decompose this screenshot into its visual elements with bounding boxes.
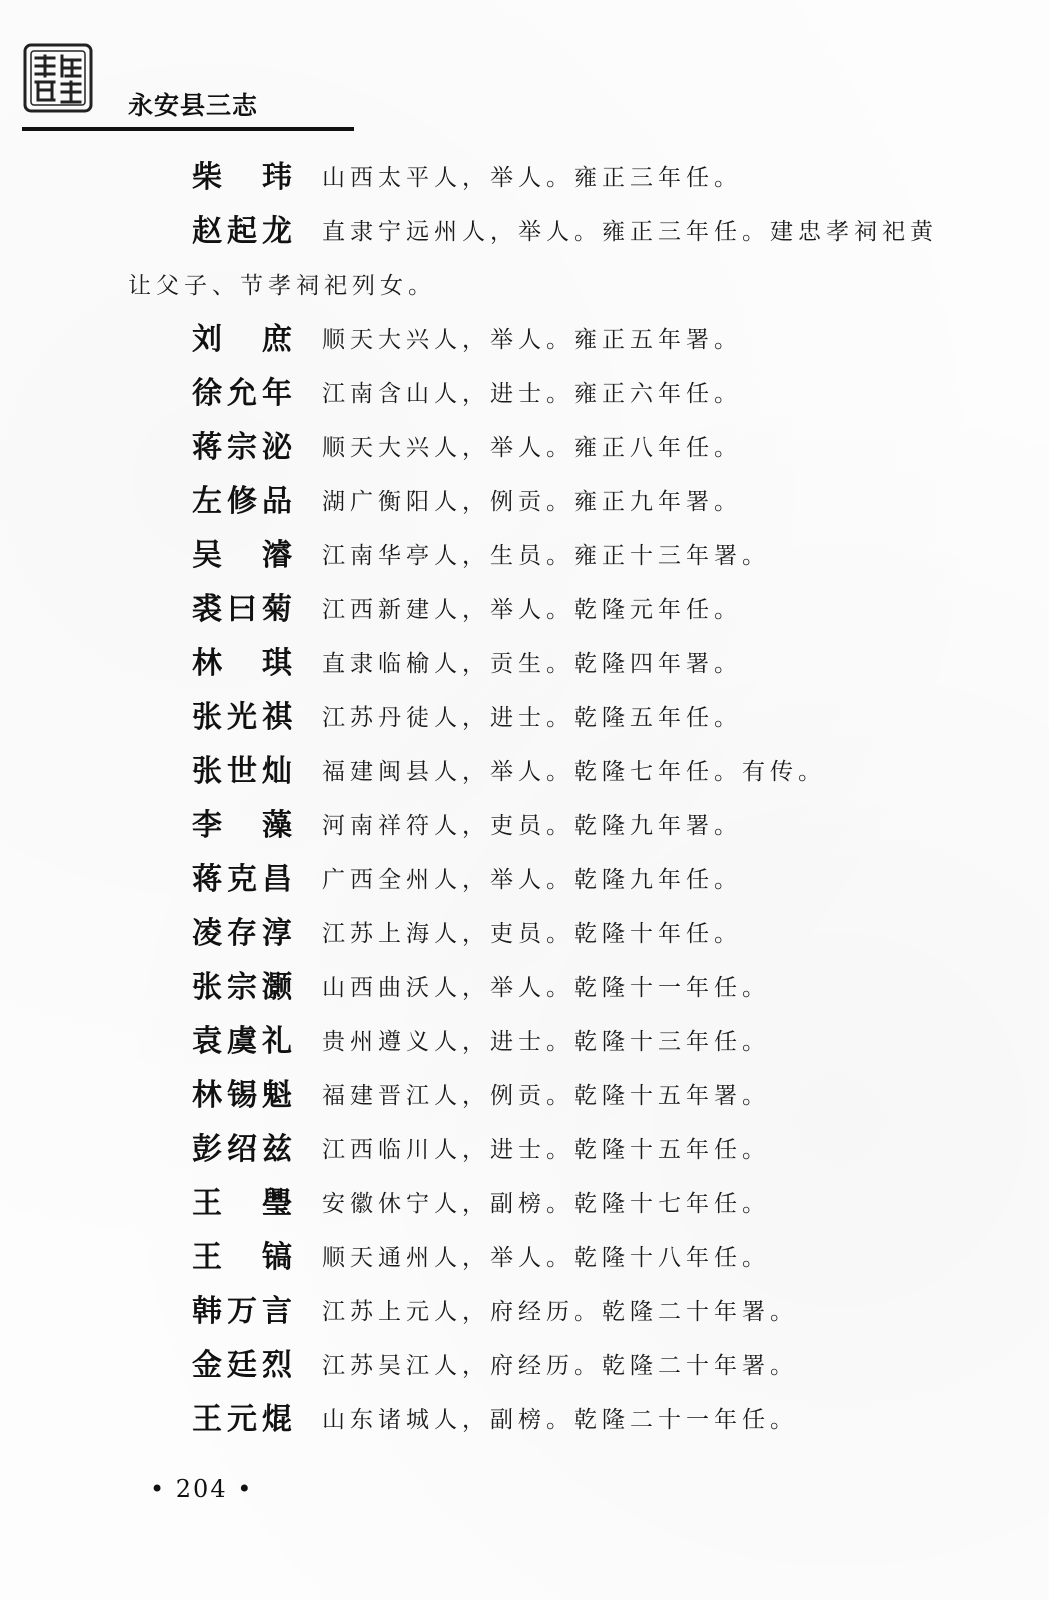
official-detail: 贵州遵义人，进士。乾隆十三年任。 — [322, 1029, 770, 1055]
official-name: 王元焜 — [192, 1402, 292, 1437]
official-name: 张宗灏 — [192, 970, 292, 1005]
official-name: 韩万言 — [192, 1294, 292, 1329]
official-name: 王 璺 — [192, 1186, 292, 1221]
official-name: 彭绍兹 — [192, 1132, 292, 1167]
official-name: 张世灿 — [192, 754, 292, 789]
official-detail: 顺天大兴人，举人。雍正五年署。 — [322, 327, 742, 353]
official-name: 林 琪 — [192, 646, 292, 681]
official-detail: 江苏吴江人，府经历。乾隆二十年署。 — [322, 1353, 798, 1379]
official-name: 刘 庶 — [192, 322, 292, 357]
official-name: 李 藻 — [192, 808, 292, 843]
official-detail: 江南华亭人，生员。雍正十三年署。 — [322, 543, 770, 569]
official-name: 张光祺 — [192, 700, 292, 735]
official-detail: 直隶临榆人，贡生。乾隆四年署。 — [322, 651, 742, 677]
official-name: 左修品 — [192, 484, 292, 519]
official-name: 金廷烈 — [192, 1348, 292, 1383]
official-name: 裘曰菊 — [192, 592, 292, 627]
official-detail: 江苏上海人，吏员。乾隆十年任。 — [322, 921, 742, 947]
official-name: 柴 玮 — [192, 160, 292, 195]
official-name: 蒋宗泌 — [192, 430, 292, 465]
seal-logo-icon — [22, 42, 94, 114]
official-name: 凌存淳 — [192, 916, 292, 951]
official-name: 袁虞礼 — [192, 1024, 292, 1059]
official-detail: 山东诸城人，副榜。乾隆二十一年任。 — [322, 1407, 798, 1433]
official-detail: 湖广衡阳人，例贡。雍正九年署。 — [322, 489, 742, 515]
header-rule — [22, 127, 354, 131]
official-detail: 顺天通州人，举人。乾隆十八年任。 — [322, 1245, 770, 1271]
official-detail: 江西临川人，进士。乾隆十五年任。 — [322, 1137, 770, 1163]
official-name: 王 镐 — [192, 1240, 292, 1275]
official-name: 林锡魁 — [192, 1078, 292, 1113]
page-number: • 204 • — [150, 1475, 254, 1503]
official-detail: 安徽休宁人，副榜。乾隆十七年任。 — [322, 1191, 770, 1217]
official-detail: 直隶宁远州人，举人。雍正三年任。建忠孝祠祀黄 — [322, 219, 938, 245]
official-detail: 顺天大兴人，举人。雍正八年任。 — [322, 435, 742, 461]
official-detail: 江苏上元人，府经历。乾隆二十年署。 — [322, 1299, 798, 1325]
official-detail: 福建晋江人，例贡。乾隆十五年署。 — [322, 1083, 770, 1109]
official-detail: 山西曲沃人，举人。乾隆十一年任。 — [322, 975, 770, 1001]
official-detail: 福建闽县人，举人。乾隆七年任。有传。 — [322, 759, 826, 785]
official-detail: 江苏丹徒人，进士。乾隆五年任。 — [322, 705, 742, 731]
official-name: 徐允年 — [192, 376, 292, 411]
official-detail-continuation: 让父子、节孝祠祀列女。 — [128, 273, 436, 299]
official-detail: 山西太平人，举人。雍正三年任。 — [322, 165, 742, 191]
official-name: 吴 濬 — [192, 538, 292, 573]
official-name: 蒋克昌 — [192, 862, 292, 897]
official-detail: 广西全州人，举人。乾隆九年任。 — [322, 867, 742, 893]
book-title: 永安县三志 — [128, 91, 259, 120]
official-name: 赵起龙 — [192, 214, 292, 249]
official-detail: 河南祥符人，吏员。乾隆九年署。 — [322, 813, 742, 839]
official-detail: 江西新建人，举人。乾隆元年任。 — [322, 597, 742, 623]
official-detail: 江南含山人，进士。雍正六年任。 — [322, 381, 742, 407]
